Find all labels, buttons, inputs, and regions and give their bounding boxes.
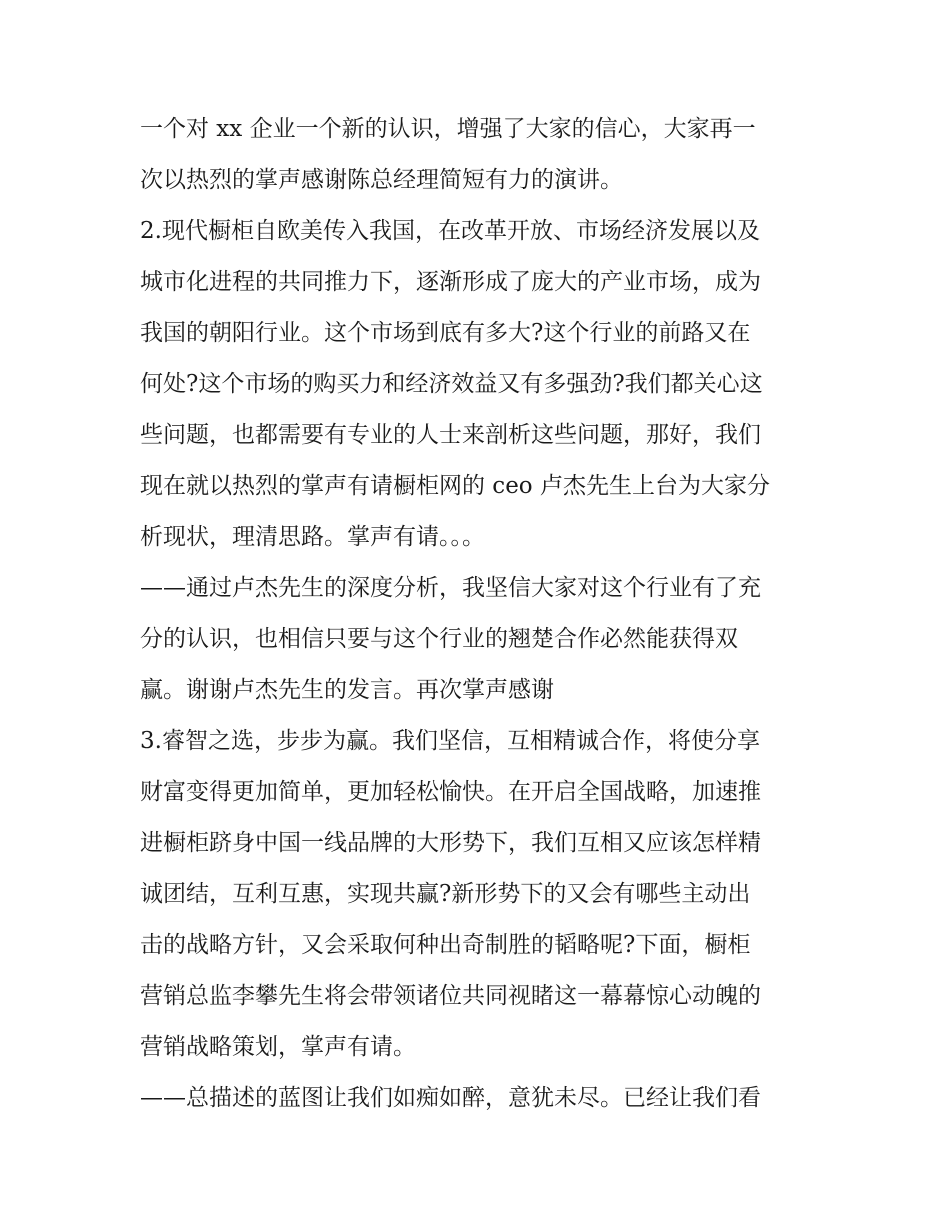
text-line: 3.睿智之选，步步为赢。我们坚信，互相精诚合作，将使分享 [140, 728, 760, 754]
text-line: 赢。谢谢卢杰先生的发言。再次掌声感谢 [140, 677, 554, 703]
text-line: ——通过卢杰先生的深度分析，我坚信大家对这个行业有了充 [140, 575, 761, 601]
text-line: 城市化进程的共同推力下，逐渐形成了庞大的产业市场，成为 [140, 269, 761, 295]
text-line: 营销总监李攀先生将会带领诸位共同视睹这一幕幕惊心动魄的 [140, 983, 761, 1009]
text-line: 析现状，理清思路。掌声有请。。。 [140, 524, 485, 550]
text-line: 进橱柜跻身中国一线品牌的大形势下，我们互相又应该怎样精 [140, 830, 761, 856]
text-line: 我国的朝阳行业。这个市场到底有多大?这个行业的前路又在 [140, 320, 751, 346]
text-line: 分的认识，也相信只要与这个行业的翘楚合作必然能获得双 [140, 626, 738, 652]
document-body [140, 104, 820, 1124]
text-line: 何处?这个市场的购买力和经济效益又有多强劲?我们都关心这 [140, 371, 763, 397]
text-line: 些问题，也都需要有专业的人士来剖析这些问题，那好，我们 [140, 422, 761, 448]
text-line: ——总描述的蓝图让我们如痴如醉，意犹未尽。已经让我们看 [140, 1085, 761, 1111]
text-line: 次以热烈的掌声感谢陈总经理简短有力的演讲。 [140, 167, 623, 193]
text-line: 现在就以热烈的掌声有请橱柜网的 ceo 卢杰先生上台为大家分 [140, 473, 770, 499]
text-line: 营销战略策划，掌声有请。 [140, 1034, 416, 1060]
text-line: 财富变得更加简单，更加轻松愉快。在开启全国战略，加速推 [140, 779, 761, 805]
text-line: 2.现代橱柜自欧美传入我国，在改革开放、市场经济发展以及 [140, 218, 760, 244]
text-line: 一个对 xx 企业一个新的认识，增强了大家的信心，大家再一 [140, 116, 756, 142]
text-line: 诚团结，互利互惠，实现共赢?新形势下的又会有哪些主动出 [140, 881, 751, 907]
text-line: 击的战略方针，又会采取何种出奇制胜的韬略呢?下面，橱柜 [140, 932, 751, 958]
